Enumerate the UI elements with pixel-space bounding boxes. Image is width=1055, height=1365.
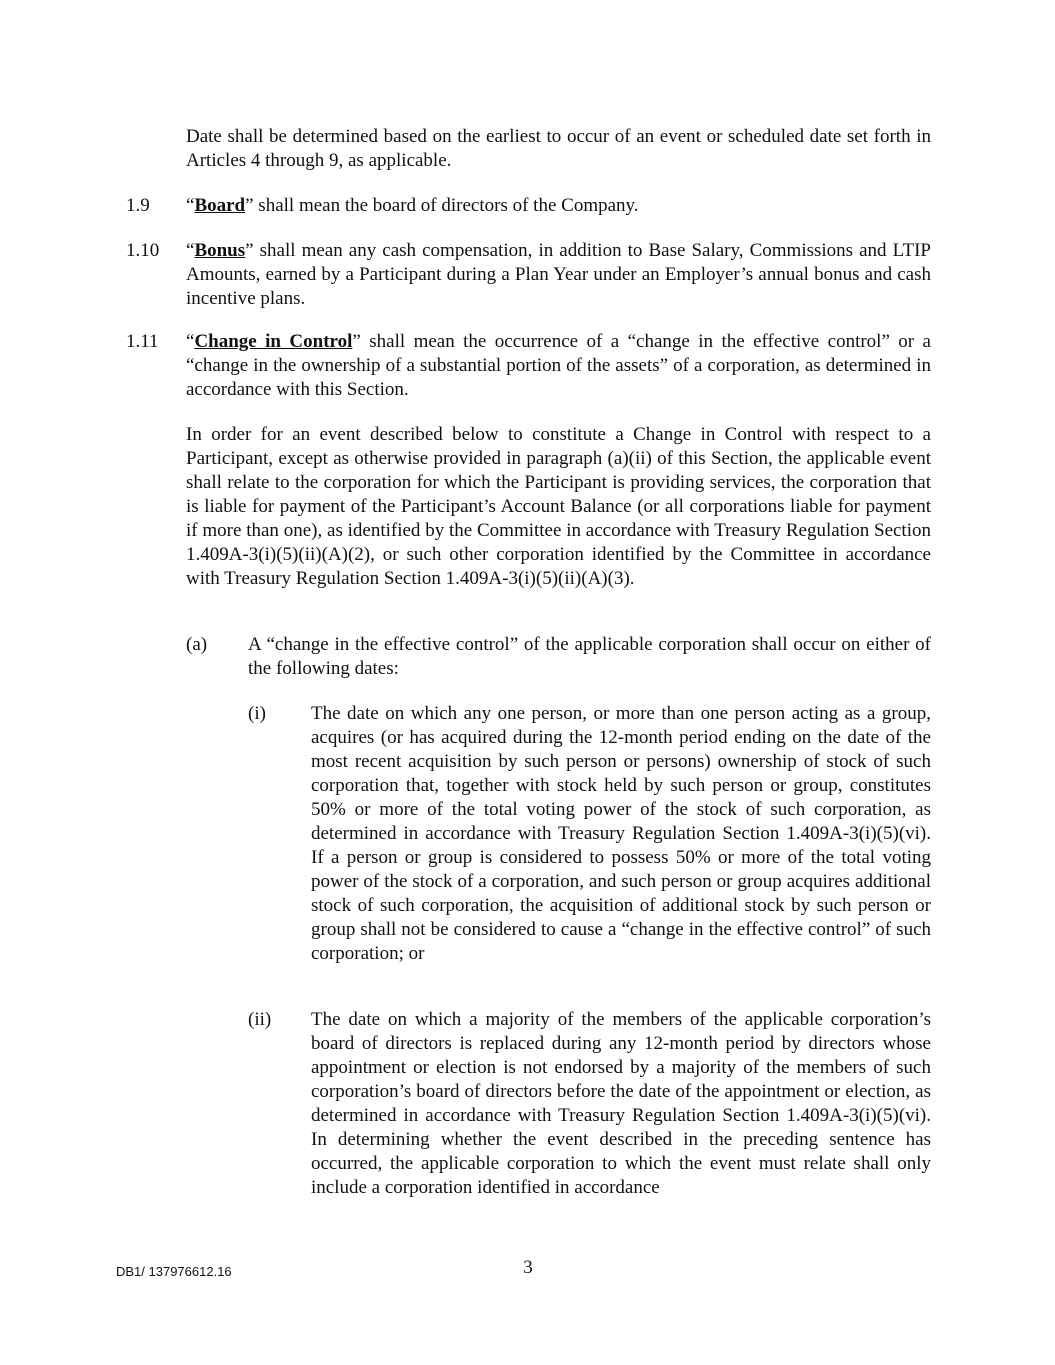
section-1-11-text <box>186 330 931 402</box>
open-quote: “ <box>186 195 195 216</box>
subparagraph-i-label: (i) <box>248 703 266 724</box>
defined-term-board: Board <box>194 195 246 216</box>
subparagraph-ii-text: The date on which a majority of the members of the applicable corporation’s board of directors is replaced during any 12-month period by directors whose appointment or election is not endorsed by a majority of the members of such corporation’s board of directors before the date of the appointment or election, as determined in accordance with Treasury Regulation Section 1.409A-3(i)(5)(vi). In determining whether the event described in the preceding sentence has occurred, the applicable corporation to which the event must relate shall only include a corporation identified in accordance <box>311 1009 931 1198</box>
subparagraph-i-text: The date on which any one person, or more than one person acting as a group, acquires (or has acquired during the 12-month period ending on the date of the most recent acquisition by such person or persons) ownership of stock of such corporation that, together with stock held by such person or group, constitutes 50% or more of the total voting power of the stock of such corporation, as determined in accordance with Treasury Regulation Section 1.409A-3(i)(5)(vi). If a person or group is considered to possess 50% or more of the total voting power of the stock of a corporation, and such person or group acquires additional stock of such corporation, the acquisition of additional stock by such person or group shall not be considered to cause a “change in the effective control” of such corporation; or <box>311 703 931 964</box>
section-number-1-11: 1.11 <box>126 331 159 352</box>
open-quote: “ <box>186 331 195 352</box>
section-1-10-text <box>186 239 931 311</box>
paragraph-a-text: A “change in the effective control” of the applicable corporation shall occur on either of the following dates: <box>248 634 931 679</box>
page-number: 3 <box>523 1257 533 1278</box>
subparagraph-ii-label: (ii) <box>248 1009 272 1030</box>
paragraph-a-label: (a) <box>186 634 208 655</box>
open-quote: “ <box>186 240 195 261</box>
defined-term-bonus: Bonus <box>194 240 246 261</box>
continuation-paragraph: Date shall be determined based on the earliest to occur of an event or scheduled date set forth in Articles 4 through 9, as applicable. <box>186 126 931 171</box>
defined-term-change-in-control: Change in Control <box>194 331 353 352</box>
definition-text: ” shall mean any cash compensation, in addition to Base Salary, Commissions and LTIP Amounts, earned by a Participant during a Plan Year under an Employer’s annual bonus and cash incentive plans. <box>186 240 931 309</box>
change-in-control-intro: In order for an event described below to constitute a Change in Control with respect to a Participant, except as otherwise provided in paragraph (a)(ii) of this Section, the applicable event shall relate to the corporation for which the Participant is providing services, the corporation that is liable for payment of the Participant’s Account Balance (or all corporations liable for payment if more than one), as identified by the Committee in accordance with Treasury Regulation Section 1.409A-3(i)(5)(ii)(A)(2), or such other corporation identified by the Committee in accordance with Treasury Regulation Section 1.409A-3(i)(5)(ii)(A)(3). <box>186 424 931 589</box>
definition-text: ” shall mean the board of directors of the Company. <box>245 195 639 216</box>
section-number-1-9: 1.9 <box>126 195 150 216</box>
document-reference: DB1/ 137976612.16 <box>116 1264 232 1279</box>
section-number-1-10: 1.10 <box>126 240 160 261</box>
section-1-9-text <box>186 194 931 218</box>
definition-text: ” shall mean the occurrence of a “change in the effective control” or a “change in the ownership of a substantial portion of the assets” of a corporation, as determined in accordance with this Section. <box>186 331 931 400</box>
